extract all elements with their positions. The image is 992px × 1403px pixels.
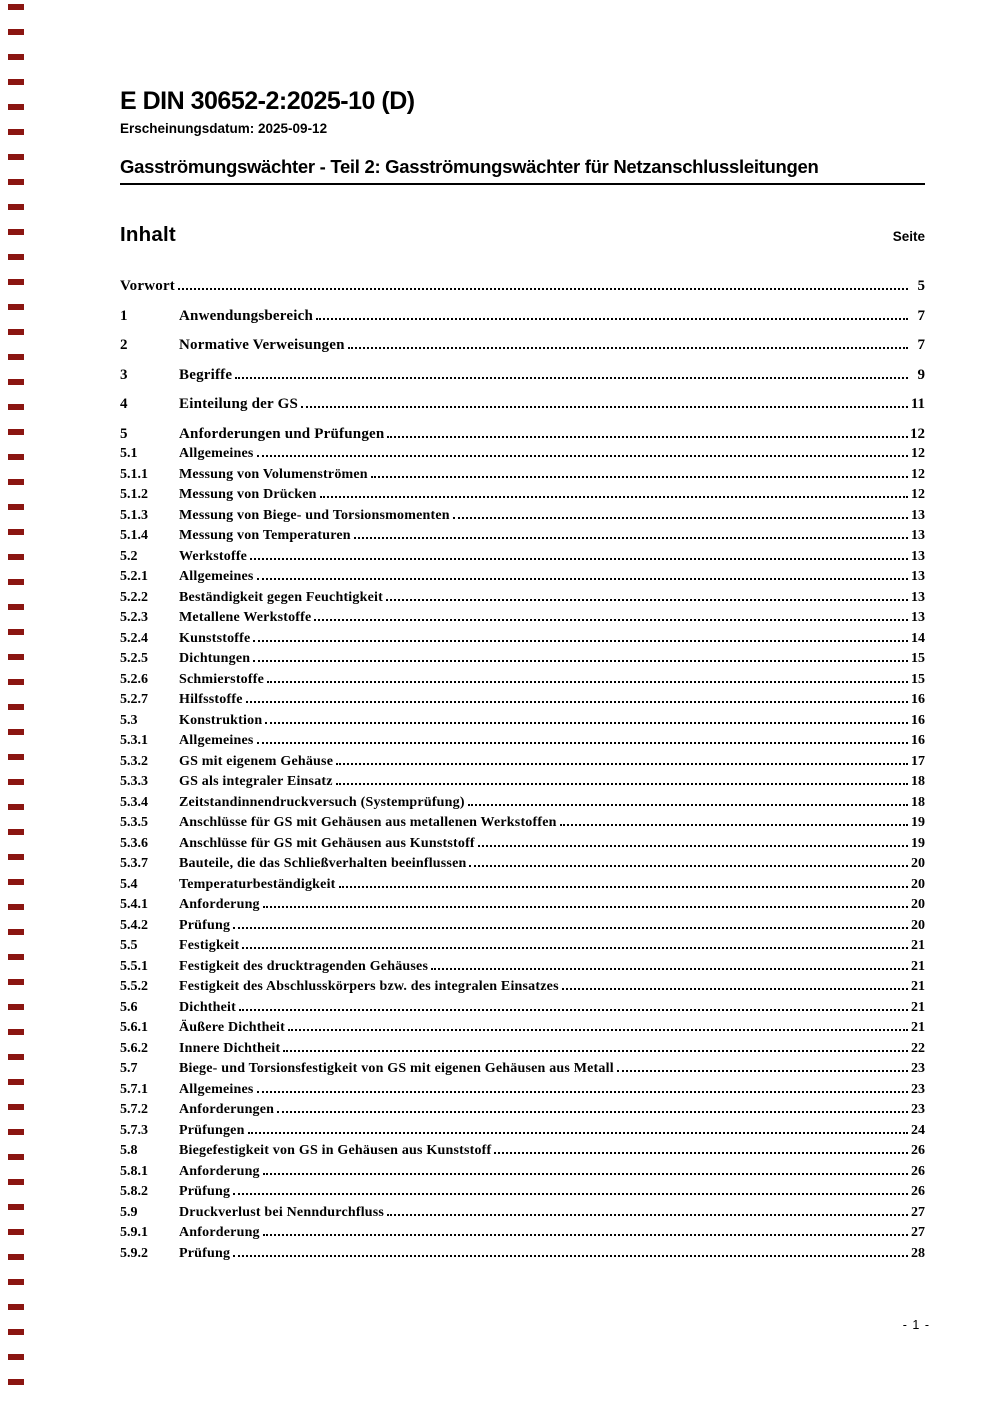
toc-leader-dots (478, 845, 908, 847)
footer-page-number: - 1 - (902, 1318, 930, 1332)
toc-entry-number: 5.2.4 (120, 630, 148, 646)
toc-entry-number: 5.3.7 (120, 856, 148, 871)
toc-entry-number: 5.4 (120, 876, 138, 892)
toc-entry-page: 7 (917, 307, 925, 324)
toc-entry-page: 18 (911, 774, 925, 789)
toc-entry-number: 5.3 (120, 712, 138, 728)
toc-row (120, 1182, 925, 1203)
toc-entry-page: 19 (911, 815, 925, 830)
toc-row (120, 854, 925, 875)
toc-row (120, 365, 925, 386)
toc-entry-title: Metallene Werkstoffe (179, 610, 312, 625)
toc-row (120, 936, 925, 957)
toc-entry-number: 5.2 (120, 548, 138, 564)
toc-entry-page: 23 (911, 1102, 925, 1117)
toc-entry-page: 20 (911, 917, 925, 933)
toc-entry-page: 16 (911, 712, 925, 728)
toc-leader-dots (469, 865, 908, 867)
toc-leader-dots (320, 496, 908, 498)
toc-leader-dots (257, 742, 908, 744)
toc-entry-page: 19 (911, 835, 925, 851)
toc-entry-title: Anschlüsse für GS mit Gehäusen aus metallenen Werkstoffen (179, 815, 557, 830)
toc-entry-title: Prüfung (179, 1184, 231, 1199)
toc-row (120, 957, 925, 978)
toc-entry-number: 5.5.1 (120, 958, 148, 974)
toc-leader-dots (314, 619, 908, 621)
toc-entry-page: 16 (911, 692, 925, 707)
toc-entry-title: Anschlüsse für GS mit Gehäusen aus Kunststoff (179, 835, 475, 851)
toc-row (120, 608, 925, 629)
toc-entry-title: Äußere Dichtheit (179, 1020, 285, 1035)
toc-entry-number: 5.3.4 (120, 794, 148, 810)
toc-entry-number: 5.9.2 (120, 1245, 148, 1261)
toc-entry-title: Anforderungen (179, 1102, 275, 1117)
toc-row (120, 306, 925, 327)
toc-entry-title: Normative Verweisungen (179, 337, 345, 353)
toc-entry-number: 5.7.1 (120, 1081, 148, 1097)
toc-entry-title: Festigkeit des drucktragenden Gehäuses (179, 958, 429, 974)
toc-entry-page: 26 (911, 1143, 925, 1158)
toc-entry-page: 18 (911, 794, 925, 810)
toc-leader-dots (235, 377, 908, 379)
toc-entry-page: 20 (911, 876, 925, 892)
toc-leader-dots (468, 804, 908, 806)
toc-row (120, 1223, 925, 1244)
toc-row (120, 424, 925, 445)
toc-entry-title: GS mit eigenem Gehäuse (179, 753, 334, 769)
toc-leader-dots (336, 783, 908, 785)
toc-entry-page: 12 (911, 487, 925, 502)
toc-entry-number: 5.3.2 (120, 753, 148, 769)
toc-entry-page: 20 (911, 897, 925, 912)
toc-entry-page: 13 (911, 569, 925, 584)
toc-entry-title: Festigkeit des Abschlusskörpers bzw. des integralen Einsatzes (179, 979, 559, 994)
toc-row (120, 335, 925, 356)
toc-entry-title: Messung von Temperaturen (179, 528, 351, 543)
toc-entry-title: Prüfung (179, 1245, 231, 1261)
toc-leader-dots (562, 988, 908, 990)
toc-entry-page: 12 (911, 446, 925, 461)
toc-entry-page: 23 (911, 1061, 925, 1076)
page-column-label: Seite (892, 229, 925, 244)
toc-entry-page: 11 (910, 396, 925, 412)
toc-entry-title: Innere Dichtheit (179, 1040, 281, 1056)
toc-row (120, 1080, 925, 1101)
toc-leader-dots (246, 701, 908, 703)
toc-entry-number: 5.2.3 (120, 610, 148, 625)
toc-entry-title: Allgemeines (179, 569, 254, 584)
toc-leader-dots (387, 1214, 908, 1216)
toc-row (120, 1059, 925, 1080)
toc-leader-dots (233, 1193, 908, 1195)
toc-entry-page: 13 (911, 528, 925, 543)
toc-entry-page: 21 (911, 1020, 925, 1035)
document-title: Gasströmungswächter - Teil 2: Gasströmungswächter für Netzanschlussleitungen (120, 156, 925, 185)
toc-entry-title: Biege- und Torsionsfestigkeit von GS mit eigenen Gehäusen aus Metall (179, 1061, 614, 1076)
toc-entry-page: 17 (911, 753, 925, 769)
toc-leader-dots (288, 1029, 908, 1031)
toc-entry-page: 23 (911, 1081, 925, 1097)
toc-row (120, 444, 925, 465)
toc-entry-page: 13 (911, 610, 925, 625)
toc-entry-title: Anforderung (179, 1163, 260, 1179)
toc-row (120, 485, 925, 506)
toc-row (120, 690, 925, 711)
toc-row (120, 1203, 925, 1224)
toc-leader-dots (263, 1173, 908, 1175)
toc-entry-number: 5.6 (120, 999, 138, 1015)
toc-row (120, 977, 925, 998)
publication-date: Erscheinungsdatum: 2025-09-12 (120, 121, 328, 136)
toc-entry-title: Dichtungen (179, 651, 251, 666)
toc-entry-number: 5.1.2 (120, 487, 148, 502)
toc-entry-number: 5.6.1 (120, 1020, 148, 1035)
toc-entry-title: Konstruktion (179, 712, 263, 728)
toc-entry-title: Biegefestigkeit von GS in Gehäusen aus Kunststoff (179, 1143, 492, 1158)
toc-entry-page: 7 (917, 337, 925, 353)
toc-leader-dots (348, 347, 908, 349)
toc-entry-number: 5.3.1 (120, 733, 148, 748)
toc-entry-title: Allgemeines (179, 1081, 254, 1097)
toc-row (120, 711, 925, 732)
toc-entry-page: 13 (911, 507, 925, 523)
toc-entry-title: Schmierstoffe (179, 671, 265, 687)
toc-leader-dots (257, 1091, 908, 1093)
toc-leader-dots (263, 1234, 908, 1236)
toc-row (120, 1018, 925, 1039)
toc-entry-page: 20 (911, 856, 925, 871)
toc-entry-number: 5.2.6 (120, 671, 148, 687)
toc-entry-title: Messung von Drücken (179, 487, 317, 502)
toc-leader-dots (386, 599, 908, 601)
toc-leader-dots (431, 968, 908, 970)
toc-row (120, 547, 925, 568)
toc-entry-number: 5.5 (120, 938, 138, 953)
toc-leader-dots (387, 436, 908, 438)
toc-entry-page: 12 (911, 466, 925, 482)
toc-row (120, 1244, 925, 1265)
toc-entry-title: Anwendungsbereich (179, 307, 313, 324)
toc-leader-dots (265, 722, 908, 724)
toc-entry-number: 5.1 (120, 446, 138, 461)
toc-entry-page: 21 (911, 999, 925, 1015)
toc-row (120, 834, 925, 855)
toc-entry-page: 16 (911, 733, 925, 748)
toc-entry-number: 5.3.3 (120, 774, 148, 789)
toc-row (120, 465, 925, 486)
toc-entry-number: 5.9 (120, 1204, 138, 1220)
toc-leader-dots (560, 824, 908, 826)
toc-entry-title: Temperaturbeständigkeit (179, 876, 336, 892)
toc-entry-title: Anforderungen und Prüfungen (179, 425, 385, 442)
toc-entry-title: Werkstoffe (179, 548, 248, 564)
toc-leader-dots (253, 640, 908, 642)
toc-entry-title: GS als integraler Einsatz (179, 774, 333, 789)
toc-row (120, 649, 925, 670)
toc-entry-title: Zeitstandinnendruckversuch (Systemprüfung) (179, 794, 465, 810)
toc-entry-title: Prüfung (179, 917, 231, 933)
toc-entry-title: Anforderung (179, 897, 260, 912)
toc-leader-dots (277, 1111, 908, 1113)
toc-entry-page: 12 (910, 425, 925, 442)
toc-leader-dots (257, 455, 908, 457)
toc-entry-title: Hilfsstoffe (179, 692, 243, 707)
toc-leader-dots (617, 1070, 908, 1072)
toc-leader-dots (253, 660, 908, 662)
toc-leader-dots (263, 906, 908, 908)
toc-row (120, 998, 925, 1019)
toc-row (120, 916, 925, 937)
standard-number: E DIN 30652-2:2025-10 (D) (120, 87, 415, 115)
toc-entry-page: 26 (911, 1184, 925, 1199)
toc-entry-page: 26 (911, 1163, 925, 1179)
toc-row (120, 567, 925, 588)
toc-entry-number: 5.3.5 (120, 815, 148, 830)
toc-row (120, 1141, 925, 1162)
toc-leader-dots (257, 578, 908, 580)
toc-row (120, 1162, 925, 1183)
toc-entry-title: Vorwort (120, 278, 175, 294)
toc-row (120, 895, 925, 916)
toc-entry-number: 5.5.2 (120, 979, 148, 994)
toc-entry-number: 5.1.1 (120, 466, 148, 482)
toc-entry-page: 21 (911, 979, 925, 994)
toc-leader-dots (233, 927, 908, 929)
toc-row (120, 772, 925, 793)
toc-entry-page: 27 (911, 1204, 925, 1220)
toc-row (120, 731, 925, 752)
toc-entry-number: 5.7.2 (120, 1102, 148, 1117)
toc-entry-number: 5.2.2 (120, 589, 148, 605)
toc-leader-dots (371, 476, 908, 478)
toc-leader-dots (494, 1152, 908, 1154)
toc-leader-dots (453, 517, 908, 519)
document-page (120, 0, 925, 1264)
toc-entry-number: 2 (120, 337, 128, 353)
toc-entry-number: 5.2.1 (120, 569, 148, 584)
toc-row (120, 588, 925, 609)
toc-leader-dots (178, 288, 908, 290)
draft-margin-marks (8, 4, 24, 1400)
toc-leader-dots (301, 406, 908, 408)
toc-entry-page: 13 (911, 548, 925, 564)
toc-entry-title: Festigkeit (179, 938, 240, 953)
toc-entry-page: 15 (911, 651, 925, 666)
toc-entry-title: Messung von Volumenströmen (179, 466, 368, 482)
toc-entry-title: Allgemeines (179, 733, 254, 748)
toc-entry-page: 9 (917, 366, 925, 383)
toc-leader-dots (250, 558, 908, 560)
toc-heading: Inhalt (120, 223, 176, 246)
toc-row (120, 1100, 925, 1121)
toc-row (120, 629, 925, 650)
toc-leader-dots (316, 318, 908, 320)
toc-leader-dots (233, 1255, 908, 1257)
toc-row (120, 1121, 925, 1142)
toc-row (120, 526, 925, 547)
toc-leader-dots (248, 1132, 908, 1134)
toc-leader-dots (283, 1050, 908, 1052)
toc-leader-dots (354, 537, 908, 539)
toc-entry-title: Begriffe (179, 366, 233, 383)
toc-entry-page: 5 (917, 278, 925, 294)
toc-row (120, 506, 925, 527)
toc-entry-page: 14 (911, 630, 925, 646)
toc-entry-page: 21 (911, 938, 925, 953)
toc-row (120, 813, 925, 834)
toc-entry-title: Bauteile, die das Schließverhalten beeinflussen (179, 856, 467, 871)
toc-list (120, 276, 925, 1264)
toc-leader-dots (336, 763, 908, 765)
toc-leader-dots (239, 1009, 908, 1011)
toc-entry-number: 5.4.2 (120, 917, 148, 933)
toc-entry-page: 21 (911, 958, 925, 974)
toc-row (120, 793, 925, 814)
toc-leader-dots (242, 947, 908, 949)
toc-leader-dots (267, 681, 908, 683)
toc-row (120, 670, 925, 691)
toc-entry-title: Beständigkeit gegen Feuchtigkeit (179, 589, 383, 605)
toc-row (120, 1039, 925, 1060)
toc-entry-number: 1 (120, 307, 128, 324)
toc-entry-page: 22 (911, 1040, 925, 1056)
toc-entry-number: 4 (120, 396, 128, 412)
toc-entry-page: 24 (911, 1122, 925, 1138)
toc-row (120, 752, 925, 773)
toc-entry-number: 5.8 (120, 1143, 138, 1158)
toc-entry-title: Dichtheit (179, 999, 237, 1015)
toc-entry-page: 15 (911, 671, 925, 687)
toc-entry-title: Kunststoffe (179, 630, 251, 646)
toc-entry-number: 5.2.7 (120, 692, 148, 707)
toc-entry-title: Druckverlust bei Nenndurchfluss (179, 1204, 385, 1220)
toc-row (120, 394, 925, 415)
toc-entry-page: 28 (911, 1245, 925, 1261)
toc-entry-number: 5.3.6 (120, 835, 148, 851)
toc-entry-number: 5 (120, 425, 128, 442)
toc-entry-number: 5.8.2 (120, 1184, 148, 1199)
toc-header (120, 223, 925, 247)
toc-entry-number: 5.6.2 (120, 1040, 148, 1056)
toc-entry-number: 5.7 (120, 1061, 138, 1076)
toc-row (120, 276, 925, 297)
toc-entry-title: Einteilung der GS (179, 396, 298, 412)
toc-entry-title: Messung von Biege- und Torsionsmomenten (179, 507, 450, 523)
toc-row (120, 875, 925, 896)
toc-entry-number: 5.9.1 (120, 1225, 148, 1240)
toc-entry-title: Prüfungen (179, 1122, 245, 1138)
toc-entry-title: Allgemeines (179, 446, 254, 461)
toc-leader-dots (339, 886, 908, 888)
toc-entry-page: 27 (911, 1225, 925, 1240)
toc-entry-number: 5.2.5 (120, 651, 148, 666)
toc-entry-number: 5.7.3 (120, 1122, 148, 1138)
toc-entry-number: 5.4.1 (120, 897, 148, 912)
toc-entry-number: 5.1.4 (120, 528, 148, 543)
toc-entry-page: 13 (911, 589, 925, 605)
toc-entry-number: 5.8.1 (120, 1163, 148, 1179)
toc-entry-title: Anforderung (179, 1225, 260, 1240)
toc-entry-number: 3 (120, 366, 128, 383)
toc-entry-number: 5.1.3 (120, 507, 148, 523)
